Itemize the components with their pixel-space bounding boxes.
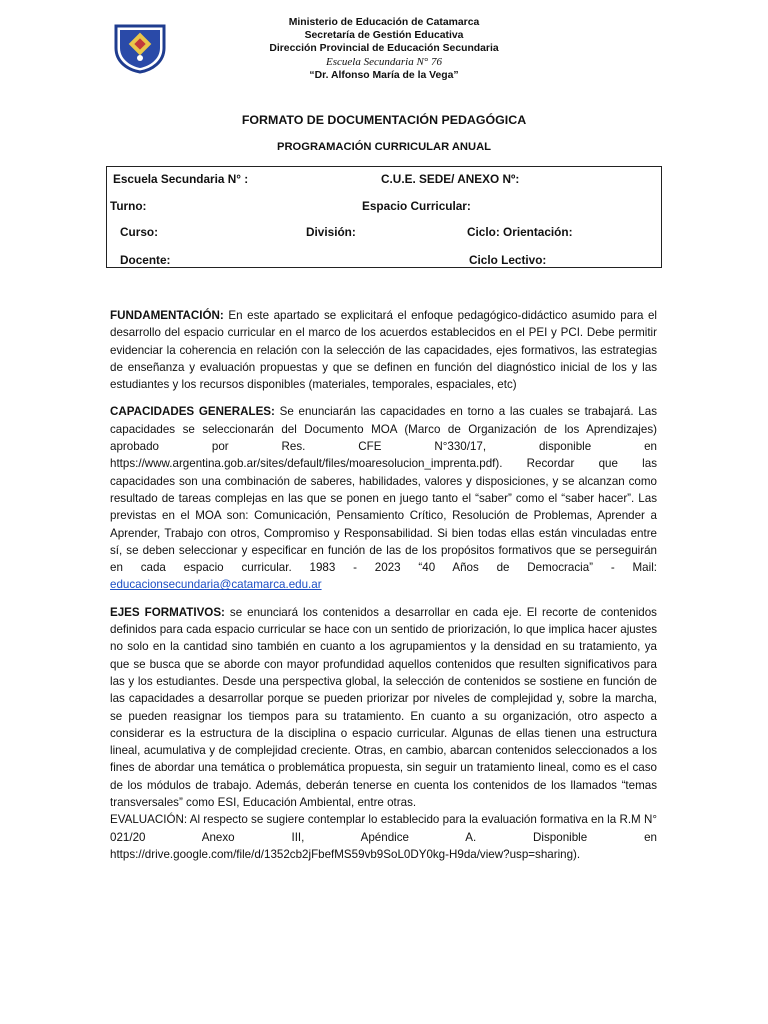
info-form-box bbox=[106, 166, 662, 268]
document-title: FORMATO DE DOCUMENTACIÓN PEDAGÓGICA bbox=[241, 113, 527, 127]
ejes-text: se enunciará los contenidos a desarrollar en cada eje. El recorte de contenidos definidos para cada espacio curricular se hace con un sentido de priorización, lo que implica hacer ajustes no solo en la cantidad sino también en cuanto a los agrupamientos y la densidad en su tratamiento, ya que se busca que se aborde con mayor profundidad aquellos contenidos que resulten significativos para las y los estudiantes. Desde una perspectiva global, la selección de contenidos se sostiene en función de las capacidades a desarrollar porque se pueden priorizar por niveles de complejidad y, sobre la marcha, se pueden reasignar los tiempos para su tratamiento. En cuanto a su organización, otro aspecto a considerar es la estructura de la disciplina o espacio curricular. Algunas de ellas tienen una estructura lineal, acumulativa y de complejidad creciente. Otras, en cambio, abarcan contenidos seleccionados a los fines de abordar una temática o problemática propuesta, sin seguir un tratamiento lineal, como es el caso de los módulos de trabajo. Además, deberán tenerse en cuenta los contenidos de los llamados “temas transversales” como ESI, Educación Ambiental, entre otras. bbox=[110, 605, 657, 810]
school-line: Escuela Secundaria N° 76 bbox=[326, 55, 442, 68]
fundamentacion-text: En este apartado se explicitará el enfoque pedagógico-didáctico asumido para el desarrollo del espacio curricular en el marco de los acuerdos establecidos en el PEI y PCI. Debe permitir evidenciar la coherencia en relación con la selección de las capacidades, ejes formativos, las estrategias de enseñanza y evaluación propuestas y que se definen en función del diagnóstico inicial de los y las estudiantes y los recursos disponibles (materiales, temporales, espaciales, etc) bbox=[110, 309, 657, 392]
fundamentacion-paragraph bbox=[110, 307, 657, 393]
ejes-paragraph bbox=[110, 604, 657, 863]
espacio-curricular-field: Espacio Curricular: bbox=[362, 199, 471, 213]
division-field: División: bbox=[306, 225, 356, 239]
document-subtitle: PROGRAMACIÓN CURRICULAR ANUAL bbox=[277, 141, 491, 153]
ciclo-orientacion-field: Ciclo: Orientación: bbox=[467, 225, 573, 239]
fundamentacion-label: FUNDAMENTACIÓN: bbox=[110, 309, 224, 322]
escuela-field: Escuela Secundaria N° : bbox=[113, 172, 249, 186]
document-body bbox=[110, 307, 657, 873]
ministry-line: Ministerio de Educación de Catamarca bbox=[288, 17, 480, 28]
capacidades-label: CAPACIDADES GENERALES: bbox=[110, 405, 275, 419]
capacidades-text: Se enunciarán las capacidades en torno a las cuales se trabajará. Las capacidades se seleccionarán del Documento MOA (Marco de Organización de los Aprendizajes) aprobado por Res. CFE N°330/17, disponible en https://www.argentina.gob.ar/sites/default/files/moaresolucion_imprenta.pdf). Recordar que las capacidades son una combinación de saberes, habilidades, valores y disposiciones, y se alcanzan como resultado de tareas complejas en las que se ponen en juego tanto el “saber” como el “saber hacer”. Las previstas en el MOA son: Comunicación, Pensamiento Crítico, Resolución de Problemas, Aprender a Aprender, Trabajo con otros, Compromiso y Responsabilidad. Si bien todas ellas están vinculadas entre sí, se deben seleccionar y especificar en función de las de los propósitos formativos que se perseguirán en cada espacio curricular. 1983 - 2023 “40 Años de Democracia” - Mail: bbox=[110, 405, 657, 575]
turno-field: Turno: bbox=[110, 199, 147, 213]
school-name-line: “Dr. Alfonso María de la Vega” bbox=[309, 69, 459, 81]
institution-header bbox=[200, 16, 568, 82]
school-crest-logo bbox=[110, 22, 170, 74]
secretariat-line: Secretaría de Gestión Educativa bbox=[304, 30, 464, 42]
docente-field: Docente: bbox=[120, 253, 171, 267]
ejes-label: EJES FORMATIVOS: bbox=[110, 605, 225, 619]
capacidades-paragraph bbox=[110, 403, 657, 593]
evaluacion-label: EVALUACIÓN: bbox=[110, 813, 188, 827]
email-link[interactable]: educacionsecundaria@catamarca.edu.ar bbox=[110, 578, 322, 592]
direction-line: Dirección Provincial de Educación Secundaria bbox=[269, 43, 499, 55]
evaluacion-text: Al respecto se sugiere contemplar lo establecido para la evaluación formativa en la R.M N° 021/20 Anexo III, Apéndice A. Disponible en https://drive.google.com/file/d/1352cb2jFbefMS59vb9SoL0DY0kg-H9da/view?usp=sharing). bbox=[110, 813, 657, 861]
ciclo-lectivo-field: Ciclo Lectivo: bbox=[469, 253, 547, 267]
cue-field: C.U.E. SEDE/ ANEXO Nº: bbox=[381, 172, 520, 186]
curso-field: Curso: bbox=[120, 225, 159, 239]
